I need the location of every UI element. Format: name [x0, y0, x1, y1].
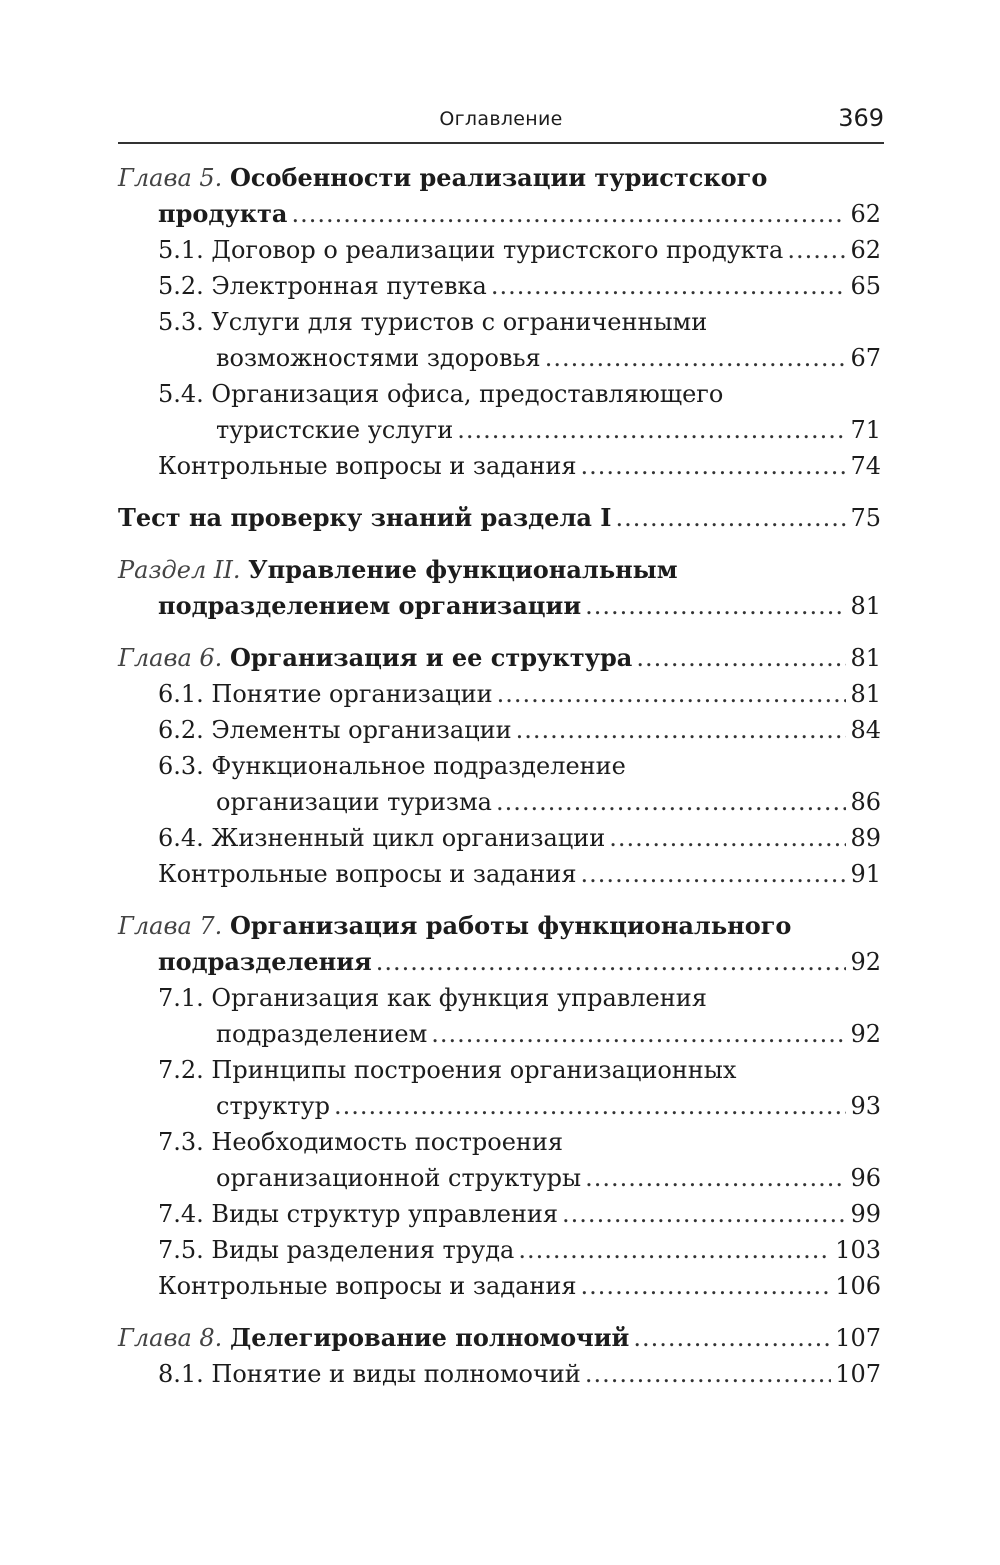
leader-dots — [609, 820, 846, 856]
chapter-prefix: Глава 8. — [118, 1324, 223, 1352]
chapter-title: Организация работы функционального — [229, 911, 792, 940]
section-title: 5.1. Договор о реализации туристского продукта — [158, 236, 784, 264]
section-title-cont: организации туризма — [216, 788, 492, 816]
chapter-title: Делегирование полномочий — [229, 1323, 630, 1352]
page-ref: 92 — [850, 1020, 881, 1048]
page-ref: 106 — [835, 1272, 881, 1300]
leader-dots — [616, 500, 847, 536]
page-ref: 107 — [835, 1360, 881, 1388]
page-ref: 62 — [850, 200, 881, 228]
leader-dots — [787, 232, 846, 268]
chapter-title: Особенности реализации туристского — [229, 163, 768, 192]
section-title-cont: структур — [216, 1092, 330, 1120]
section-title-cont: туристские услуги — [216, 416, 454, 444]
leader-dots — [491, 268, 847, 304]
toc-test-part-1[interactable] — [118, 500, 881, 536]
section-title: 7.2. Принципы построения организационных — [158, 1056, 737, 1084]
toc-section-7-1[interactable] — [118, 980, 881, 1052]
section-title: Контрольные вопросы и задания — [158, 452, 577, 480]
leader-dots — [496, 784, 846, 820]
toc-chapter-8[interactable] — [118, 1320, 881, 1356]
leader-dots — [334, 1088, 846, 1124]
leader-dots — [545, 340, 847, 376]
leader-dots — [636, 640, 846, 676]
leader-dots — [585, 1160, 846, 1196]
toc-section-5-1[interactable] — [118, 232, 881, 268]
section-title: 6.3. Функциональное подразделение — [158, 752, 626, 780]
chapter-title-cont: подразделения — [158, 947, 372, 976]
toc-questions-5[interactable] — [118, 448, 881, 484]
leader-dots — [376, 944, 847, 980]
toc-section-7-5[interactable] — [118, 1232, 881, 1268]
toc-section-6-2[interactable] — [118, 712, 881, 748]
section-title: Контрольные вопросы и задания — [158, 1272, 577, 1300]
page-ref: 65 — [850, 272, 881, 300]
page-ref: 71 — [850, 416, 881, 444]
leader-dots — [585, 588, 846, 624]
running-title: Оглавление — [439, 108, 563, 130]
section-title: 8.1. Понятие и виды полномочий — [158, 1360, 581, 1388]
leader-dots — [581, 856, 847, 892]
leader-dots — [581, 1268, 832, 1304]
running-header — [118, 100, 884, 144]
page-ref: 81 — [850, 592, 881, 620]
section-title: 6.2. Элементы организации — [158, 716, 512, 744]
page-ref: 81 — [850, 644, 881, 672]
leader-dots — [291, 196, 846, 232]
leader-dots — [581, 448, 847, 484]
toc-section-6-1[interactable] — [118, 676, 881, 712]
test-title: Тест на проверку знаний раздела I — [118, 503, 612, 532]
page-ref: 96 — [850, 1164, 881, 1192]
section-title: 5.4. Организация офиса, предоставляющего — [158, 380, 724, 408]
toc-questions-6[interactable] — [118, 856, 881, 892]
toc-chapter-7[interactable] — [118, 908, 881, 980]
page-number: 369 — [838, 104, 884, 132]
toc-section-7-4[interactable] — [118, 1196, 881, 1232]
leader-dots — [431, 1016, 846, 1052]
page-ref: 93 — [850, 1092, 881, 1120]
page-ref: 81 — [850, 680, 881, 708]
chapter-prefix: Глава 6. — [118, 644, 223, 672]
leader-dots — [562, 1196, 846, 1232]
section-title: 6.4. Жизненный цикл организации — [158, 824, 606, 852]
page-ref: 92 — [850, 948, 881, 976]
toc-section-5-3[interactable] — [118, 304, 881, 376]
toc-part-2[interactable] — [118, 552, 881, 624]
part-prefix: Раздел II. — [118, 556, 241, 584]
page-ref: 86 — [850, 788, 881, 816]
page-ref: 99 — [850, 1200, 881, 1228]
leader-dots — [457, 412, 846, 448]
toc-section-5-4[interactable] — [118, 376, 881, 448]
leader-dots — [518, 1232, 831, 1268]
section-title: 5.2. Электронная путевка — [158, 272, 487, 300]
page-ref: 67 — [850, 344, 881, 372]
section-title: 7.1. Организация как функция управления — [158, 984, 707, 1012]
page-ref: 103 — [835, 1236, 881, 1264]
section-title: 7.5. Виды разделения труда — [158, 1236, 515, 1264]
section-title: 7.4. Виды структур управления — [158, 1200, 559, 1228]
leader-dots — [585, 1356, 831, 1392]
toc-section-6-3[interactable] — [118, 748, 881, 820]
toc-section-6-4[interactable] — [118, 820, 881, 856]
page-ref: 75 — [850, 504, 881, 532]
section-title: 6.1. Понятие организации — [158, 680, 493, 708]
chapter-title: Организация и ее структура — [229, 643, 633, 672]
chapter-title-cont: продукта — [158, 199, 288, 228]
toc-section-7-3[interactable] — [118, 1124, 881, 1196]
leader-dots — [516, 712, 847, 748]
part-title-cont: подразделением организации — [158, 591, 582, 620]
toc-chapter-6[interactable] — [118, 640, 881, 676]
toc-section-5-2[interactable] — [118, 268, 881, 304]
section-title-cont: организационной структуры — [216, 1164, 582, 1192]
section-title-cont: подразделением — [216, 1020, 428, 1048]
leader-dots — [497, 676, 847, 712]
chapter-prefix: Глава 7. — [118, 912, 223, 940]
toc-questions-7[interactable] — [118, 1268, 881, 1304]
toc-section-8-1[interactable] — [118, 1356, 881, 1392]
section-title: Контрольные вопросы и задания — [158, 860, 577, 888]
page-ref: 74 — [850, 452, 881, 480]
toc-section-7-2[interactable] — [118, 1052, 881, 1124]
section-title: 5.3. Услуги для туристов с ограниченными — [158, 308, 708, 336]
toc-chapter-5[interactable] — [118, 160, 881, 232]
page-ref: 62 — [850, 236, 881, 264]
section-title-cont: возможностями здоровья — [216, 344, 541, 372]
chapter-prefix: Глава 5. — [118, 164, 223, 192]
leader-dots — [633, 1320, 831, 1356]
page-ref: 91 — [850, 860, 881, 888]
page-ref: 107 — [835, 1324, 881, 1352]
page-ref: 89 — [850, 824, 881, 852]
section-title: 7.3. Необходимость построения — [158, 1128, 564, 1156]
table-of-contents — [118, 160, 881, 1392]
page-ref: 84 — [850, 716, 881, 744]
part-title: Управление функциональным — [248, 555, 678, 584]
